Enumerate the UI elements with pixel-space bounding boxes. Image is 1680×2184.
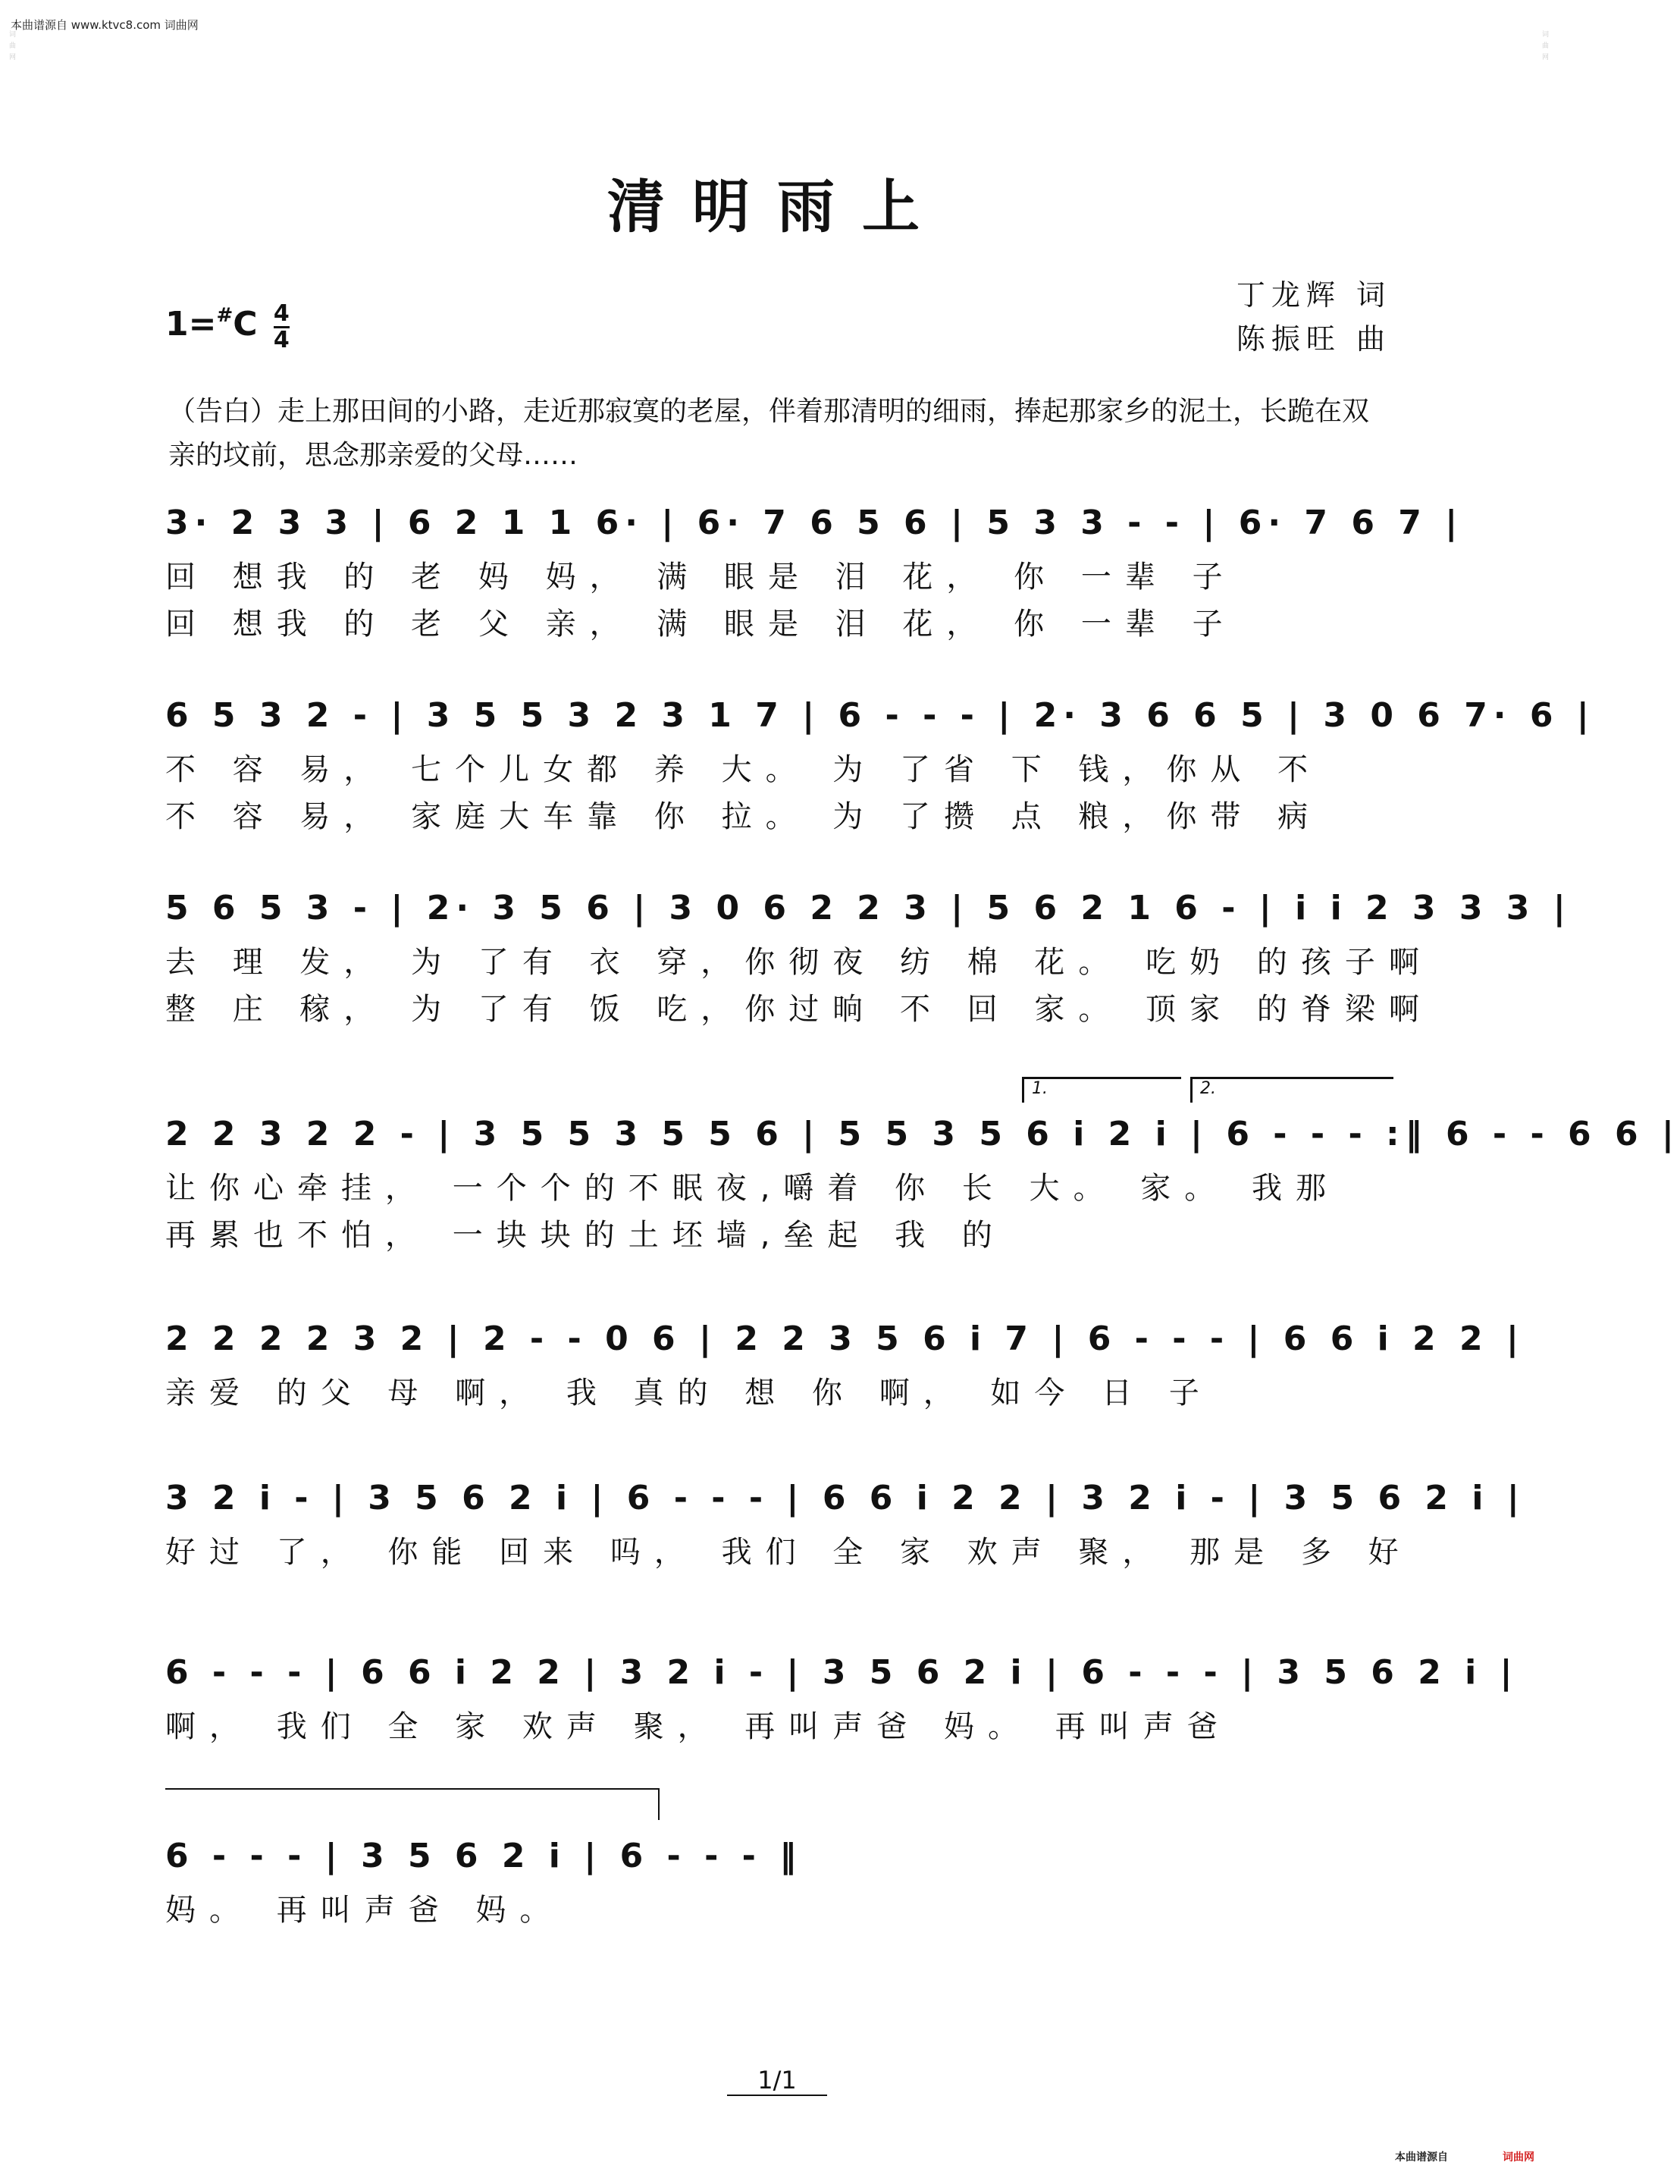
page-number-text: 1/1: [727, 2066, 827, 2096]
volta-second-ending: 2.: [1190, 1077, 1393, 1103]
lyric-verse-1: 去 理 发， 为 了有 衣 穿，你彻夜 纺 棉 花。 吃奶 的孩子啊: [165, 944, 1433, 980]
lyric-verse-2: 整 庄 稼， 为 了有 饭 吃，你过晌 不 回 家。 顶家 的脊梁啊: [165, 991, 1433, 1027]
lyric-verse-1: 妈。 再叫声爸 妈。: [165, 1892, 564, 1928]
notation-line: 5 6 5 3 - | 2· 3 5 6 | 3 0 6 2 2 3 | 5 6 2 1 6 - | i i 2 3 3 3 |: [165, 888, 1572, 927]
site-header: 本曲谱源自 www.ktvc8.com 词曲网: [11, 18, 199, 32]
lyricist-credit: 丁龙辉 词: [1236, 278, 1391, 312]
footer-brand-source: 本曲谱源自: [1395, 2151, 1448, 2164]
score-system-2: [165, 687, 1595, 837]
key-signature: [165, 302, 290, 353]
meter-bottom: 4: [273, 327, 290, 353]
score-system-1: [165, 494, 1464, 645]
score-system-6: [165, 1470, 1525, 1573]
lyric-verse-1: 让你心牵挂， 一个个的不眠夜,嚼着 你 长 大。 家。 我那: [165, 1170, 1340, 1206]
side-watermark-right: 词曲网: [1541, 30, 1548, 64]
notation-line: 6 - - - | 3 5 6 2 i | 6 - - - ‖: [165, 1836, 803, 1875]
sharp-sign: #: [216, 304, 234, 327]
footer-brand-logo: 词曲网: [1503, 2151, 1534, 2164]
composer-credit: 陈振旺 曲: [1236, 322, 1391, 356]
volta-first-ending: 1.: [1022, 1077, 1181, 1103]
lyric-verse-1: 啊， 我们 全 家 欢声 聚， 再叫声爸 妈。 再叫声爸: [165, 1709, 1231, 1744]
score-system-3: [165, 880, 1572, 1030]
key-prefix: 1=: [165, 305, 217, 344]
notation-line: 6 5 3 2 - | 3 5 5 3 2 3 1 7 | 6 - - - | 2· 3 6 6 5 | 3 0 6 7· 6 |: [165, 695, 1595, 735]
lyric-verse-2: 不 容 易， 家庭大车靠 你 拉。 为 了攒 点 粮，你带 病: [165, 799, 1322, 834]
lyric-verse-1: 好过 了， 你能 回来 吗， 我们 全 家 欢声 聚， 那是 多 好: [165, 1534, 1412, 1570]
notation-line: 2 2 3 2 2 - | 3 5 5 3 5 5 6 | 5 5 3 5 6 i 2 i | 6 - - - :‖ 6 - - 6 6 |: [165, 1114, 1680, 1153]
score-system-4: [165, 1106, 1680, 1256]
ending-bracket: [165, 1788, 660, 1820]
notation-line: 6 - - - | 6 6 i 2 2 | 3 2 i - | 3 5 6 2 i | 6 - - - | 3 5 6 2 i |: [165, 1652, 1519, 1692]
page-number: [0, 2066, 1554, 2095]
score-system-5: [165, 1310, 1525, 1414]
lyric-verse-1: 回 想我 的 老 妈 妈， 满 眼是 泪 花， 你 一辈 子: [165, 559, 1236, 595]
lyric-verse-1: 不 容 易， 七个儿女都 养 大。 为 了省 下 钱，你从 不: [165, 752, 1322, 787]
notation-line: 2 2 2 2 3 2 | 2 - - 0 6 | 2 2 3 5 6 i 7 | 6 - - - | 6 6 i 2 2 |: [165, 1319, 1525, 1358]
lyric-verse-1: 亲爱 的父 母 啊， 我 真的 想 你 啊， 如今 日 子: [165, 1375, 1213, 1410]
lyric-verse-2: 回 想我 的 老 父 亲， 满 眼是 泪 花， 你 一辈 子: [165, 606, 1236, 642]
meter-top: 4: [273, 300, 290, 327]
song-title: 清明雨上: [607, 173, 947, 240]
notation-line: 3· 2 3 3 | 6 2 1 1 6· | 6· 7 6 5 6 | 5 3 3 - - | 6· 7 6 7 |: [165, 503, 1464, 542]
score-system-8: [165, 1828, 848, 1931]
notation-line: 3 2 i - | 3 5 6 2 i | 6 - - - | 6 6 i 2 2 | 3 2 i - | 3 5 6 2 i |: [165, 1478, 1525, 1517]
key-note: C: [233, 305, 258, 344]
time-signature: [274, 302, 290, 353]
narration-text: （告白）走上那田间的小路，走近那寂寞的老屋，伴着那清明的细雨，捧起那家乡的泥土，长跪在双亲的坟前，思念那亲爱的父母……: [168, 396, 1370, 471]
side-watermark-left: 词曲网: [8, 30, 15, 64]
lyric-verse-2: 再累也不怕， 一块块的土坯墙,垒起 我 的: [165, 1217, 1006, 1253]
score-system-7: [165, 1644, 1519, 1747]
